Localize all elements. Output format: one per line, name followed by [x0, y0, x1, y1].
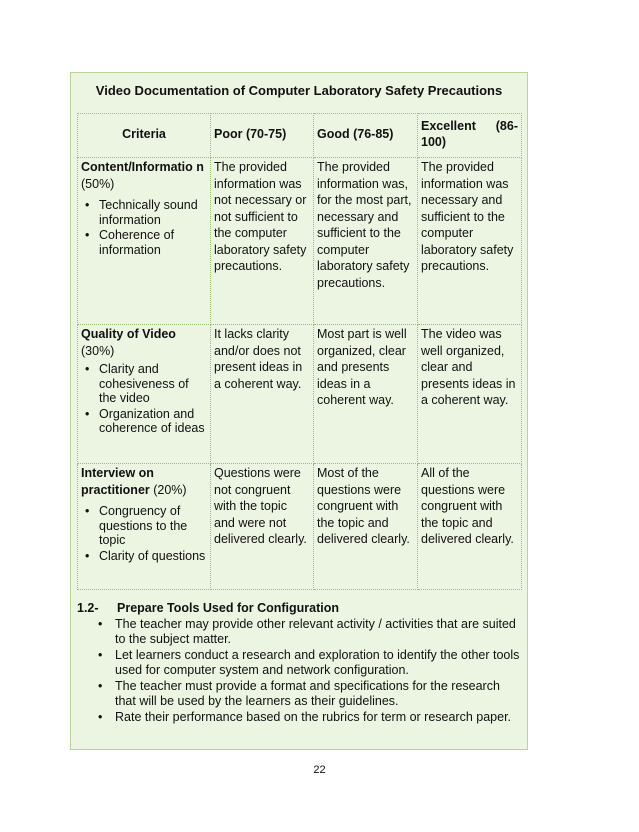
- section-number: 1.2-: [77, 601, 99, 615]
- list-item: • Technically sound information: [85, 198, 198, 227]
- criterion-weight: (50%): [81, 176, 115, 191]
- header-good: Good (76-85): [314, 114, 418, 158]
- criterion-bullets: [81, 504, 207, 563]
- poor-cell: The provided information was not necessary or not sufficient to the computer laboratory safety precautions.: [211, 158, 314, 325]
- criterion-title: Interview on practitioner: [81, 466, 154, 497]
- table-header-row: [78, 114, 522, 158]
- criteria-cell: [78, 464, 211, 590]
- criteria-cell: [78, 158, 211, 325]
- good-cell: Most of the questions were congruent with the topic and delivered clearly.: [314, 464, 418, 590]
- bullet-icon: •: [98, 678, 103, 693]
- list-item: • Clarity and cohesiveness of the video: [85, 362, 189, 405]
- rubric-table: [77, 113, 522, 590]
- bullet-icon: •: [85, 504, 90, 518]
- section-heading: [77, 601, 521, 617]
- bullet-icon: •: [85, 228, 90, 242]
- criterion-title: Quality of Video: [81, 327, 176, 341]
- list-item: • Coherence of information: [85, 228, 175, 257]
- bullet-icon: •: [98, 709, 103, 724]
- section-items: [77, 617, 521, 726]
- bullet-icon: •: [85, 198, 90, 212]
- poor-cell: It lacks clarity and/or does not present ideas in a coherent way.: [211, 325, 314, 464]
- table-title: Video Documentation of Computer Laboratory Safety Precautions: [95, 83, 503, 98]
- excellent-cell: The video was well organized, clear and presents ideas in a coherent way.: [418, 325, 522, 464]
- list-item: • The teacher may provide other relevant activity / activities that are suited to the subject matter.: [98, 616, 516, 646]
- poor-cell: Questions were not congruent with the topic and were not delivered clearly.: [211, 464, 314, 590]
- bullet-icon: •: [85, 362, 90, 376]
- criteria-cell: [78, 325, 211, 464]
- list-item: • Rate their performance based on the rubrics for term or research paper.: [98, 709, 512, 724]
- excellent-cell: The provided information was necessary and sufficient to the computer laboratory safety precautions.: [418, 158, 522, 325]
- table-row: [78, 464, 522, 590]
- list-item: • Clarity of questions: [85, 548, 206, 563]
- bullet-icon: •: [98, 647, 103, 662]
- header-excellent-range-end: 100): [421, 135, 447, 149]
- criterion-weight: (20%): [149, 482, 187, 497]
- header-excellent-range-start: (86-: [495, 118, 518, 133]
- list-item: • Congruency of questions to the topic: [85, 504, 188, 547]
- page-number: 22: [313, 764, 326, 776]
- header-excellent-label: Excellent: [421, 118, 476, 133]
- good-cell: Most part is well organized, clear and presents ideas in a coherent way.: [314, 325, 418, 464]
- bullet-icon: •: [98, 616, 103, 631]
- criterion-weight: (30%): [81, 343, 115, 358]
- list-item: • Let learners conduct a research and exploration to identify the other tools used for computer system and network configuration.: [98, 647, 520, 677]
- header-criteria: Criteria: [78, 114, 211, 158]
- list-item: • The teacher must provide a format and specifications for the research that will be used by the learners as their guidelines.: [98, 678, 500, 708]
- bullet-icon: •: [85, 406, 90, 421]
- criterion-bullets: [81, 198, 207, 257]
- header-poor: Poor (70-75): [211, 114, 314, 158]
- list-item: • Organization and coherence of ideas: [85, 406, 205, 435]
- table-row: [78, 158, 522, 325]
- bullet-icon: •: [85, 548, 90, 563]
- good-cell: The provided information was, for the most part, necessary and sufficient to the computer laboratory safety precautions.: [314, 158, 418, 325]
- table-row: [78, 325, 522, 464]
- section-1-2: [77, 601, 521, 725]
- section-title: Prepare Tools Used for Configuration: [117, 601, 340, 615]
- criterion-bullets: [81, 362, 207, 436]
- header-excellent: [418, 114, 522, 158]
- criterion-title: Content/Informatio n: [81, 160, 204, 174]
- activity-panel: [70, 72, 528, 750]
- excellent-cell: All of the questions were congruent with the topic and delivered clearly.: [418, 464, 522, 590]
